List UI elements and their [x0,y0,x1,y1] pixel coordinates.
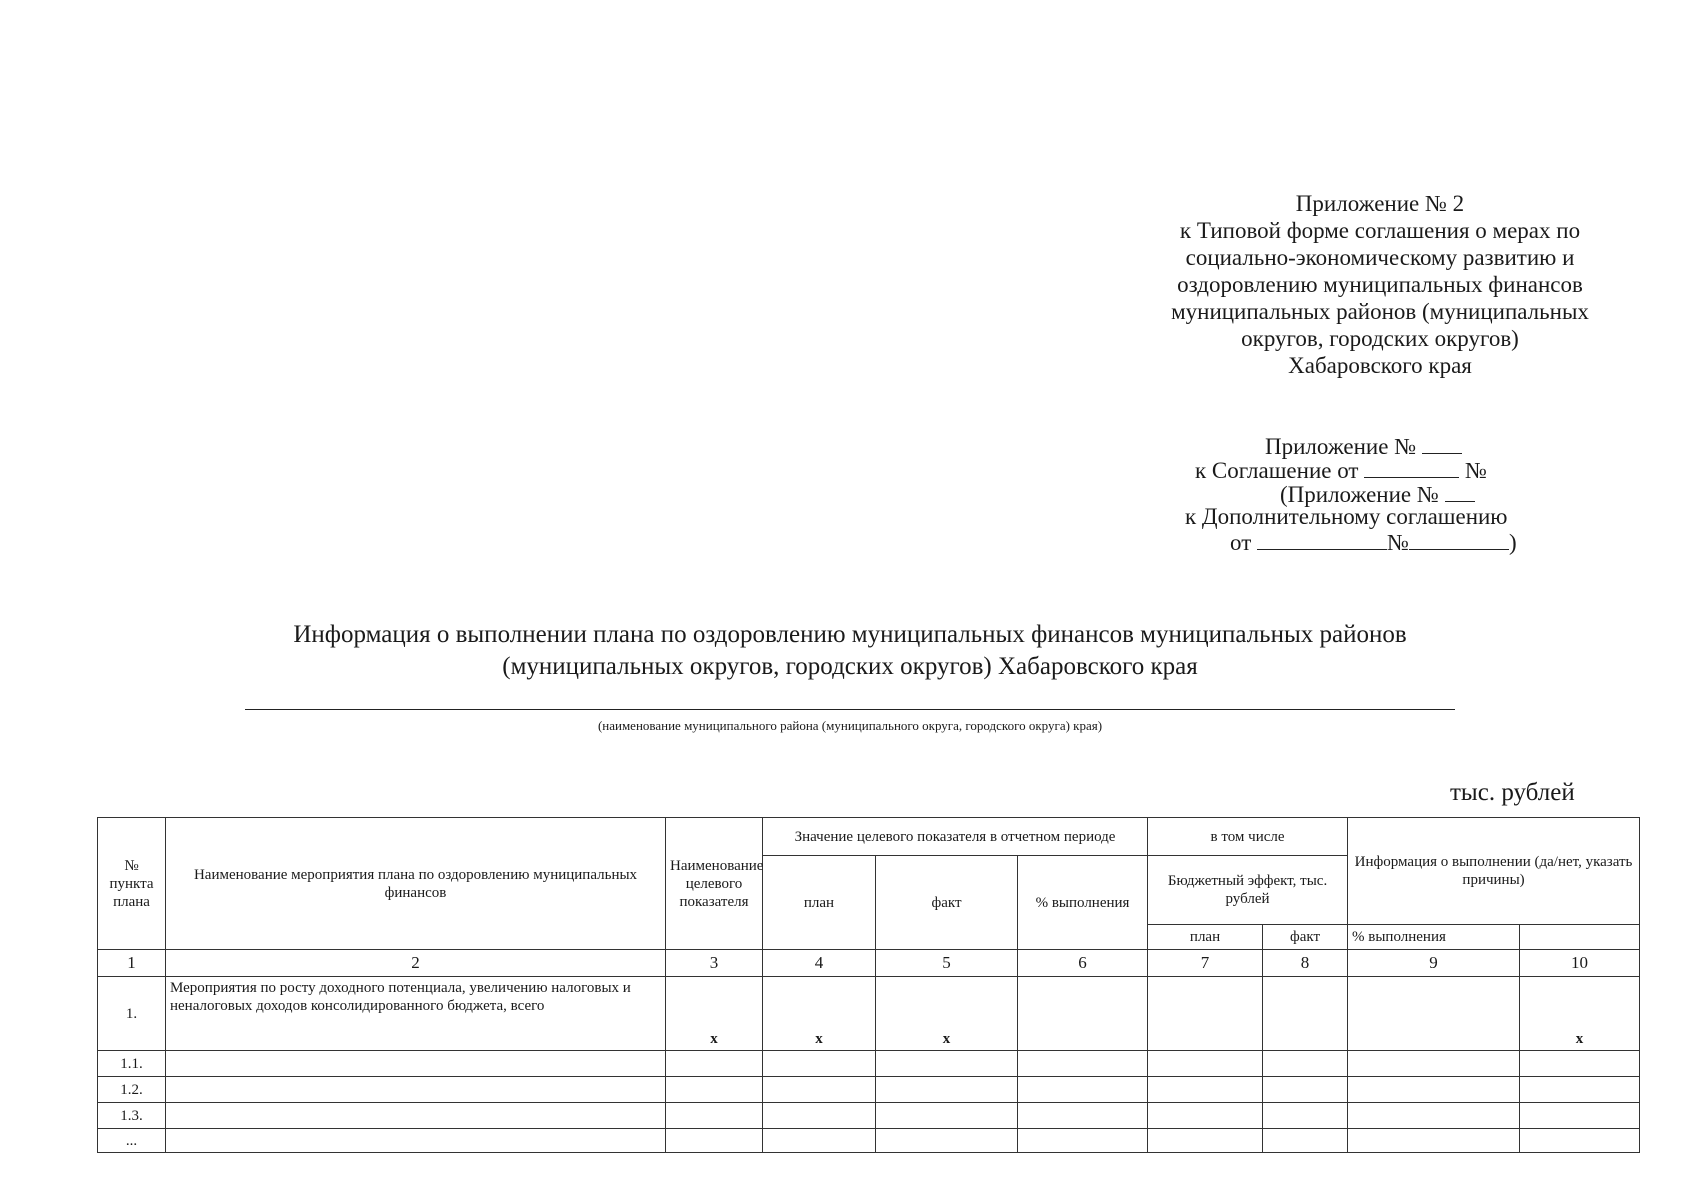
table-row [98,977,1640,1051]
row-measure-name[interactable] [166,1077,666,1103]
table-row [98,1103,1640,1129]
row-info-percent-cell[interactable] [1348,977,1520,1051]
table-cell[interactable] [1018,1129,1148,1153]
table-cell[interactable] [1263,1051,1348,1077]
table-cell[interactable] [1148,1051,1263,1077]
appendix-line: округов, городских округов) [1241,326,1519,351]
table-cell[interactable] [666,1051,763,1077]
title-line: Информация о выполнении плана по оздоровлению муниципальных финансов муниципальных районов [293,621,1407,648]
table-row [98,1077,1640,1103]
table-cell[interactable] [1018,1077,1148,1103]
table-cell[interactable] [1520,1129,1640,1153]
column-number: 1 [98,950,166,977]
header-info-empty [1520,925,1640,950]
column-number: 9 [1348,950,1520,977]
header-indicator-name: Наименование целевого показателя [666,818,763,950]
header-including: в том числе [1148,818,1348,856]
header-budget-fact: факт [1263,925,1348,950]
row-plan-cell: x [763,977,876,1051]
table-cell[interactable] [1263,1103,1348,1129]
row-info-cell: x [1520,977,1640,1051]
table-cell[interactable] [666,1103,763,1129]
header-percent: % выполнения [1018,856,1148,950]
column-number: 7 [1148,950,1263,977]
header-budget-plan: план [1148,925,1263,950]
header-indicator-value: Значение целевого показателя в отчетном периоде [763,818,1148,856]
supplement-appendix-blank[interactable] [1445,481,1475,502]
appendix-line: муниципальных районов (муниципальных [1171,299,1589,324]
supplement-date-label: от [1230,530,1252,555]
municipality-name-hint: (наименование муниципального района (муниципального округа, городского округа) края) [597,718,1103,733]
table-cell[interactable] [666,1129,763,1153]
row-measure-name[interactable] [166,1129,666,1153]
row-measure-name: Мероприятия по росту доходного потенциала, увеличению налоговых и неналоговых доходов консолидированного бюджета, всего [166,977,666,1051]
row-number: 1.3. [98,1103,166,1129]
table-cell[interactable] [1348,1129,1520,1153]
row-budget-plan-cell[interactable] [1148,977,1263,1051]
table-cell[interactable] [1148,1129,1263,1153]
row-fact-cell: x [876,977,1018,1051]
supplement-agreement-label: к Дополнительному соглашению [1185,504,1508,529]
closing-paren: ) [1508,530,1517,555]
table-cell[interactable] [1348,1077,1520,1103]
agreement-number-label: № [1464,458,1487,483]
table-cell[interactable] [1520,1077,1640,1103]
row-number: 1. [98,977,166,1051]
column-number-row [98,950,1640,977]
table-cell[interactable] [876,1129,1018,1153]
header-item-number: № пункта плана [98,818,166,950]
row-percent-cell[interactable] [1018,977,1148,1051]
header-plan: план [763,856,876,950]
table-cell[interactable] [1263,1129,1348,1153]
table-cell[interactable] [763,1103,876,1129]
table-cell[interactable] [1263,1077,1348,1103]
column-number: 6 [1018,950,1148,977]
table-cell[interactable] [1148,1103,1263,1129]
document-title [170,619,1530,683]
table-cell[interactable] [876,1077,1018,1103]
table-row [98,1129,1640,1153]
column-number: 4 [763,950,876,977]
supplement-number-label: № [1387,530,1409,555]
table-cell[interactable] [763,1129,876,1153]
appendix-line: к Типовой форме соглашения о мерах по [1179,218,1581,243]
column-number: 8 [1263,950,1348,977]
unit-label: тыс. рублей [1450,779,1575,806]
table-cell[interactable] [666,1077,763,1103]
row-budget-fact-cell[interactable] [1263,977,1348,1051]
appendix-number-blank[interactable] [1422,433,1462,454]
title-line: (муниципальных округов, городских округов) Хабаровского края [502,653,1198,680]
header-budget-effect: Бюджетный эффект, тыс. рублей [1148,856,1348,925]
agreement-appendix-label: Приложение № [1265,434,1417,459]
agreement-date-label: к Соглашение от [1195,458,1359,483]
column-number: 10 [1520,950,1640,977]
header-fact: факт [876,856,1018,950]
table-cell[interactable] [1018,1051,1148,1077]
appendix-line: Приложение № 2 [1295,191,1465,216]
appendix-line: социально-экономическому развитию и [1185,245,1575,270]
row-number: 1.1. [98,1051,166,1077]
header-info-percent: % выполнения [1348,925,1520,950]
appendix-header [1100,190,1660,379]
row-measure-name[interactable] [166,1051,666,1077]
table-cell[interactable] [1148,1077,1263,1103]
row-number: ... [98,1129,166,1153]
row-measure-name[interactable] [166,1103,666,1129]
table-cell[interactable] [763,1051,876,1077]
table-cell[interactable] [1348,1051,1520,1077]
header-execution-info: Информация о выполнении (да/нет, указать причины) [1348,818,1640,925]
plan-execution-table [97,817,1640,1153]
table-cell[interactable] [1520,1051,1640,1077]
supplement-date-blank[interactable] [1257,529,1387,550]
municipality-name-field[interactable] [245,709,1455,710]
header-measure-name: Наименование мероприятия плана по оздоровлению муниципальных финансов [166,818,666,950]
appendix-line: Хабаровского края [1288,353,1472,378]
appendix-line: оздоровлению муниципальных финансов [1177,272,1583,297]
supplement-appendix-label: (Приложение № [1280,482,1439,507]
agreement-date-blank[interactable] [1364,457,1459,478]
column-number: 5 [876,950,1018,977]
table-cell[interactable] [763,1077,876,1103]
table-cell[interactable] [1348,1103,1520,1129]
supplement-number-blank[interactable] [1409,529,1509,550]
table-row [98,1051,1640,1077]
row-indicator-cell: x [666,977,763,1051]
row-number: 1.2. [98,1077,166,1103]
table-cell[interactable] [876,1051,1018,1077]
column-number: 2 [166,950,666,977]
table-cell[interactable] [876,1103,1018,1129]
table-cell[interactable] [1018,1103,1148,1129]
column-number: 3 [666,950,763,977]
table-cell[interactable] [1520,1103,1640,1129]
